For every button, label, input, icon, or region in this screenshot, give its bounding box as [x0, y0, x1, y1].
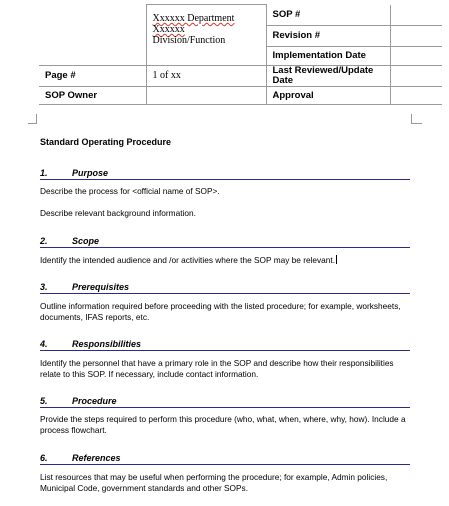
implementation-date-value[interactable]: [390, 46, 442, 65]
section-heading-references: [40, 452, 410, 465]
division-function: Division/Function: [152, 35, 226, 46]
section-title: Procedure: [72, 396, 117, 406]
sop-number-label: SOP #: [266, 5, 390, 26]
section-title: Responsibilities: [72, 339, 142, 349]
section-number: 4.: [40, 339, 48, 349]
section-number: 2.: [40, 236, 48, 246]
responsibilities-paragraph[interactable]: Identify the personnel that have a primary role in the SOP and describe how their responsibilities relate to this SOP. If necessary, include contact information.: [40, 358, 394, 379]
section-title: Scope: [72, 236, 100, 246]
department-cell: [146, 5, 266, 66]
document-title: Standard Operating Procedure: [40, 137, 172, 147]
references-paragraph[interactable]: List resources that may be useful when performing the procedure; for example, Admin policies, Municipal Code, government standards and other SOPs.: [40, 472, 388, 493]
section-title: References: [72, 453, 121, 463]
revision-value[interactable]: [390, 25, 442, 46]
purpose-paragraph-1[interactable]: Describe the process for <official name of SOP>.: [40, 186, 220, 196]
prerequisites-paragraph[interactable]: Outline information required before proceeding with the listed procedure; for example, worksheets, documents, IFAS reports, etc.: [40, 301, 401, 322]
sop-header-table: [39, 4, 442, 105]
scope-paragraph[interactable]: [40, 255, 412, 266]
purpose-paragraph-2[interactable]: Describe relevant background information.: [40, 208, 196, 218]
approval-value[interactable]: [390, 86, 442, 104]
sop-number-value[interactable]: [390, 5, 442, 26]
section-heading-responsibilities: [40, 338, 410, 351]
section-number: 1.: [40, 168, 48, 178]
approval-label: Approval: [266, 86, 390, 104]
page-value: 1 of xx: [146, 65, 266, 86]
section-number: 5.: [40, 396, 48, 406]
sop-owner-label: SOP Owner: [39, 86, 146, 104]
department-name: Xxxxxx Department: [152, 13, 235, 24]
scope-text: Identify the intended audience and /or activities where the SOP may be relevant.: [40, 255, 336, 265]
margin-mark-right: [411, 114, 422, 124]
section-heading-prerequisites: [40, 281, 410, 294]
header-blank-cell: [39, 5, 146, 66]
implementation-date-label: Implementation Date: [266, 46, 390, 65]
section-heading-purpose: [40, 167, 410, 180]
procedure-paragraph[interactable]: Provide the steps required to perform this procedure (who, what, when, where, why, how). Include a process flowchart.: [40, 414, 406, 435]
text-cursor: [336, 255, 337, 264]
sop-owner-value[interactable]: [146, 86, 266, 104]
last-reviewed-value[interactable]: [390, 65, 442, 86]
page-label: Page #: [39, 65, 146, 86]
last-reviewed-label: Last Reviewed/Update Date: [266, 65, 390, 86]
section-heading-scope: [40, 235, 410, 248]
section-heading-procedure: [40, 395, 410, 408]
section-number: 6.: [40, 453, 48, 463]
division-prefix: Xxxxxx: [152, 24, 185, 35]
revision-label: Revision #: [266, 25, 390, 46]
section-title: Prerequisites: [72, 282, 130, 292]
section-number: 3.: [40, 282, 48, 292]
margin-mark-left: [28, 114, 37, 124]
section-title: Purpose: [72, 168, 109, 178]
